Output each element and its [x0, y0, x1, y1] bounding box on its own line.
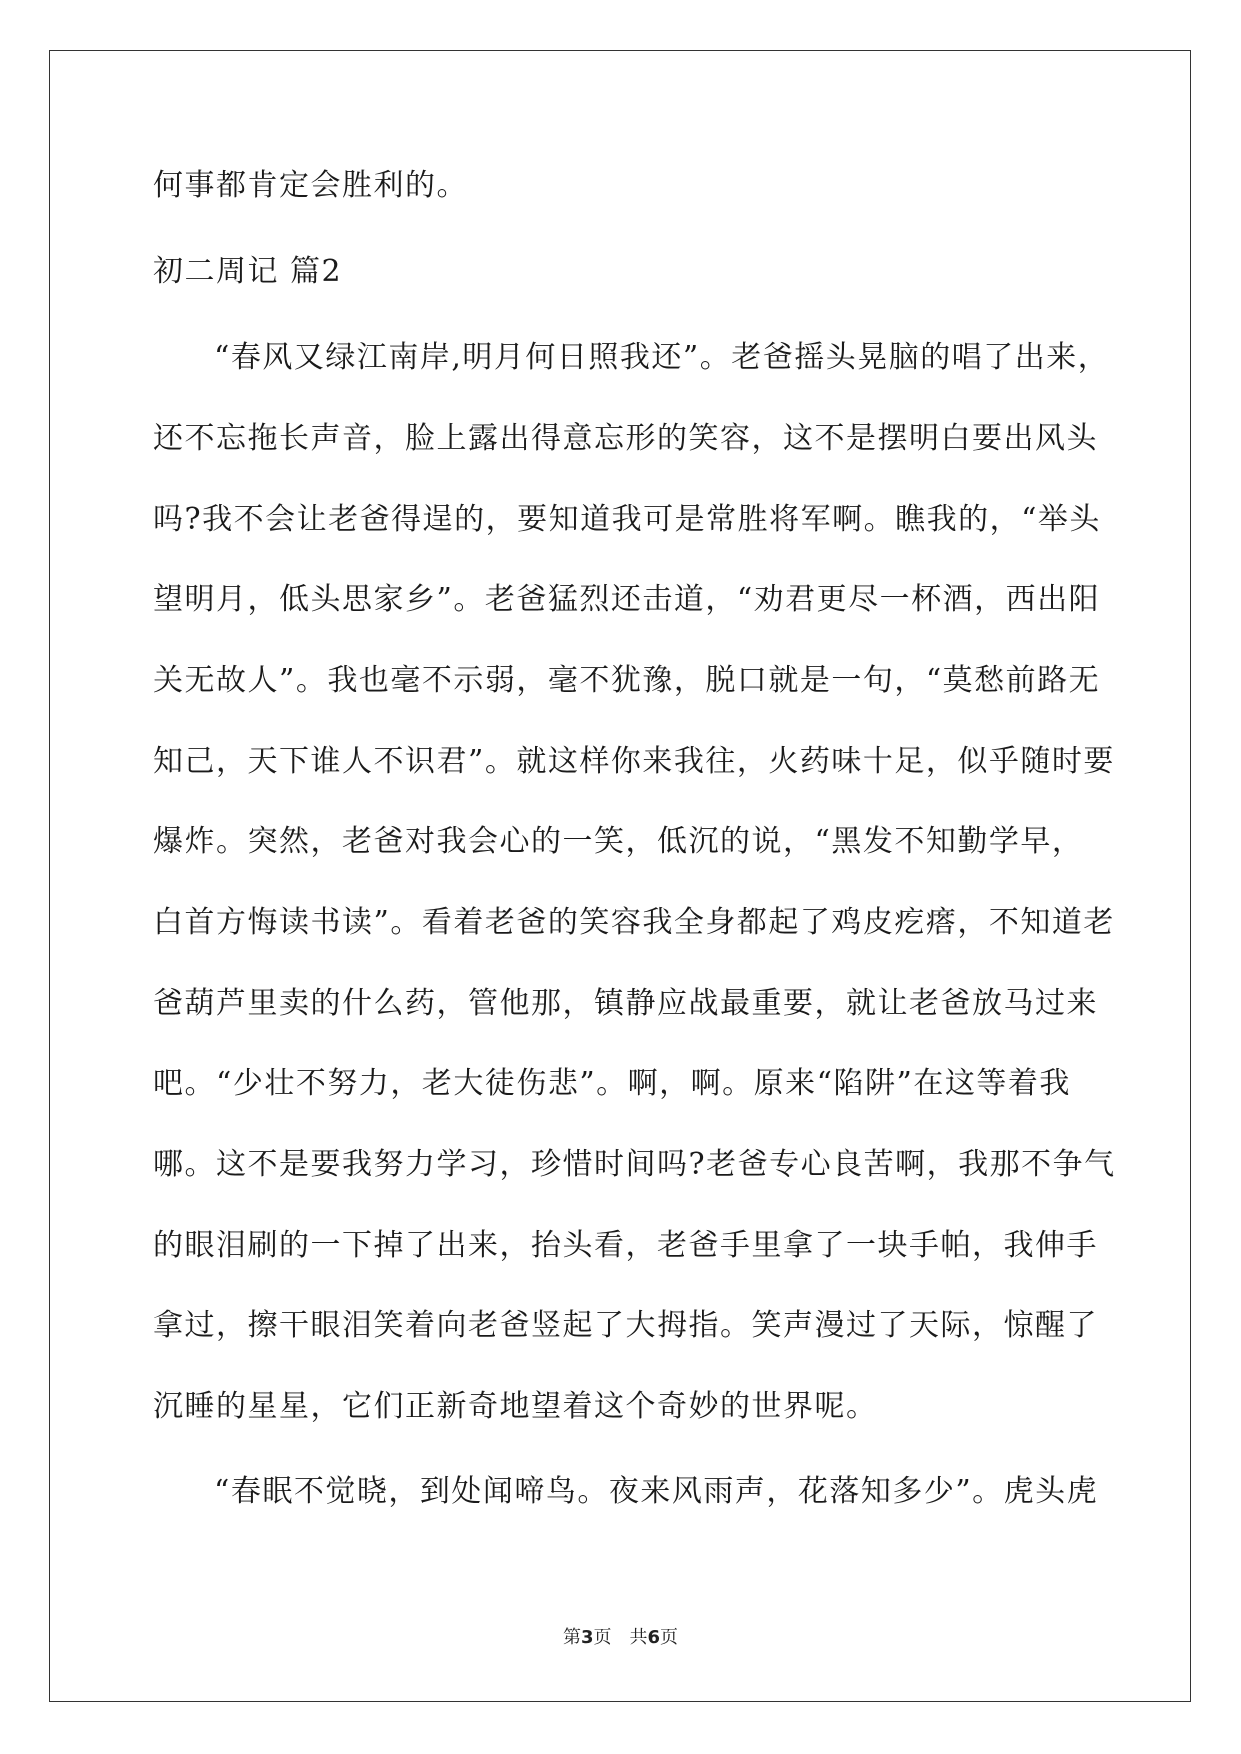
paragraph-start-line: “春风又绿江南岸,明月何日照我还”。老爸摇头晃脑的唱了出来， [214, 340, 1110, 375]
page-number-footer [0, 1626, 1241, 1650]
page-suffix: 页 [660, 1627, 679, 1648]
text-line: 沉睡的星星，它们正新奇地望着这个奇妙的世界呢。 [153, 1389, 878, 1424]
text-line: 爆炸。突然，老爸对我会心的一笑，低沉的说，“黑发不知勤学早， [153, 824, 1084, 859]
text-line: 白首方悔读书读”。看着老爸的笑容我全身都起了鸡皮疙瘩，不知道老 [153, 905, 1115, 940]
paragraph-start-line: “春眠不觉晓，到处闻啼鸟。夜来风雨声，花落知多少”。虎头虎 [214, 1474, 1099, 1509]
page-border [49, 50, 1191, 1702]
text-line: 吗?我不会让老爸得逞的，要知道我可是常胜将军啊。瞧我的，“举头 [153, 502, 1101, 537]
text-line: 还不忘拖长声音，脸上露出得意忘形的笑容，这不是摆明白要出风头 [153, 421, 1098, 456]
current-page-number: 3 [580, 1627, 594, 1648]
text-line: 关无故人”。我也毫不示弱，毫不犹豫，脱口就是一句，“莫愁前路无 [153, 663, 1101, 698]
section-heading: 初二周记 篇2 [153, 254, 343, 289]
text-line: 望明月，低头思家乡”。老爸猛烈还击道，“劝君更尽一杯酒，西出阳 [153, 582, 1101, 617]
text-line: 知己，天下谁人不识君”。就这样你来我往，火药味十足，似乎随时要 [153, 744, 1115, 779]
text-line: 的眼泪刷的一下掉了出来，抬头看，老爸手里拿了一块手帕，我伸手 [153, 1228, 1098, 1263]
text-line: 爸葫芦里卖的什么药，管他那，镇静应战最重要，就让老爸放马过来 [153, 986, 1098, 1021]
text-line: 拿过，擦干眼泪笑着向老爸竖起了大拇指。笑声漫过了天际，惊醒了 [153, 1308, 1098, 1343]
page-mid: 页 共 [593, 1627, 648, 1648]
page-prefix: 第 [562, 1627, 581, 1648]
text-line: 哪。这不是要我努力学习，珍惜时间吗?老爸专心良苦啊，我那不争气 [153, 1147, 1116, 1182]
text-line: 吧。“少壮不努力，老大徒伤悲”。啊，啊。原来“陷阱”在这等着我 [153, 1066, 1071, 1101]
text-line: 何事都肯定会胜利的。 [153, 168, 468, 203]
total-page-number: 6 [647, 1627, 661, 1648]
